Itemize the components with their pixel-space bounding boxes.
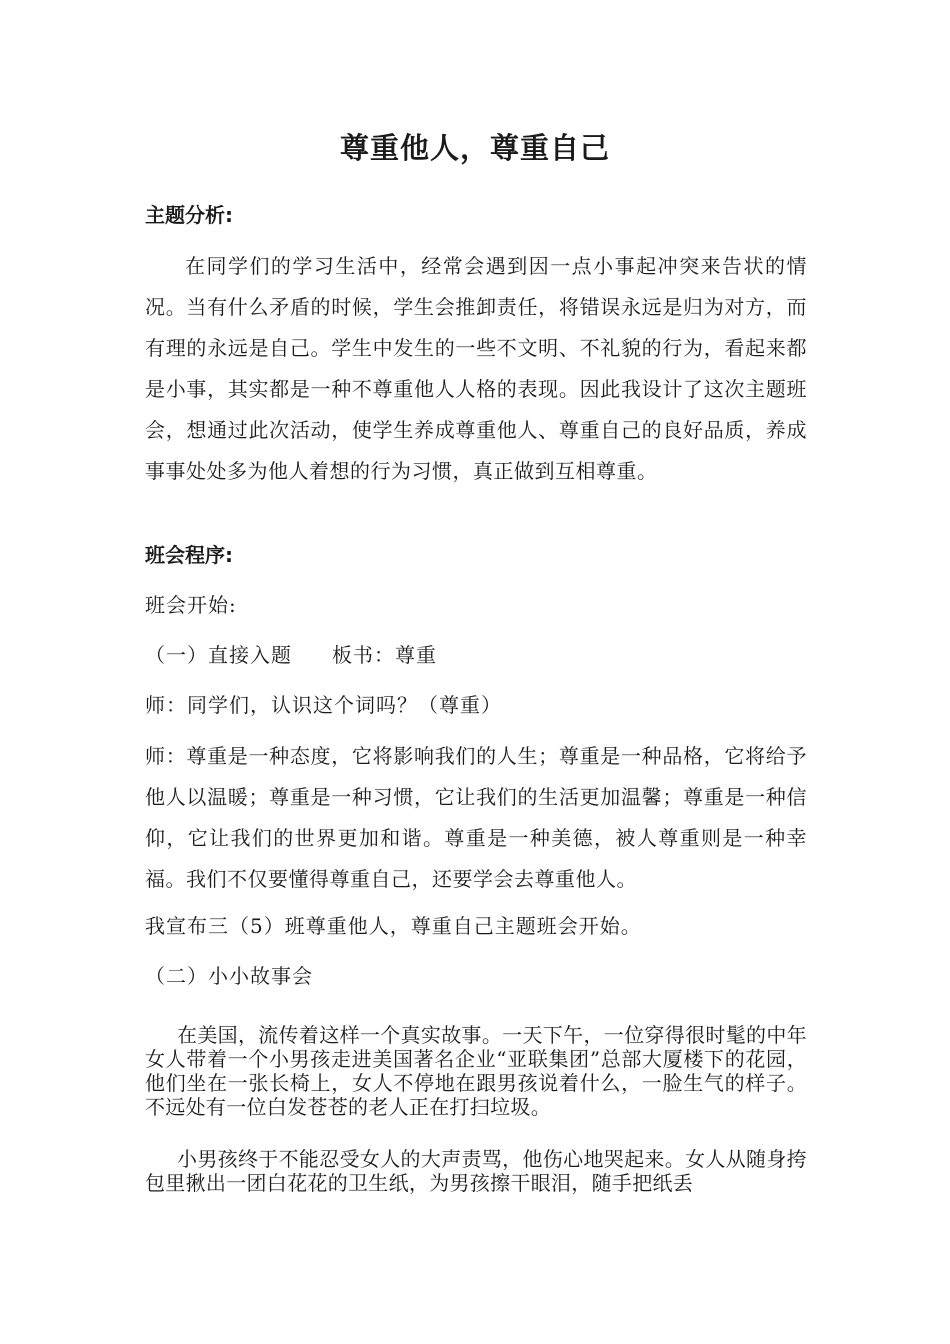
theme-paragraph-block [145,246,807,492]
teacher-speech-block [145,736,807,900]
step1-block [145,640,807,670]
step1-line [145,640,807,670]
story-paragraph-2: 小男孩终于不能忍受女人的大声责骂，他伤心地哭起来。女人从随身挎包里揪出一团白花花的卫生纸，为男孩擦干眼泪，随手把纸丢 [145,1147,807,1195]
section-heading-theme: 主题分析: [145,203,233,227]
theme-paragraph: 在同学们的学习生活中，经常会遇到因一点小事起冲突来告状的情况。当有什么矛盾的时候，学生会推卸责任，将错误永远是归为对方，而有理的永远是自己。学生中发生的一些不文明、不礼貌的行为，看起来都是小事，其实都是一种不尊重他人人格的表现。因此我设计了这次主题班会，想通过此次活动，使学生养成尊重他人、尊重自己的良好品质，养成事事处处多为他人着想的行为习惯，真正做到互相尊重。 [145,254,807,483]
teacher-question-block [145,690,807,720]
section-class-procedure [145,540,807,570]
procedure-start: 班会开始: [145,593,237,617]
section-theme-analysis [145,200,807,230]
page-title: 尊重他人，尊重自己 [339,131,610,165]
announce-block [145,911,807,941]
step1-board: 板书：尊重 [332,643,437,667]
teacher-question: 师：同学们，认识这个词吗？（尊重） [145,693,502,717]
story-paragraph-1: 在美国，流传着这样一个真实故事。一天下午，一位穿得很时髦的中年女人带着一个小男孩走进美国著名企业“亚联集团”总部大厦楼下的花园，他们坐在一张长椅上，女人不停地在跟男孩说着什么，一脸生气的样子。不远处有一位白发苍苍的老人正在打扫垃圾。 [145,1023,807,1119]
procedure-start-block [145,590,807,620]
step2-label: （二）小小故事会 [145,964,313,988]
step2-block [145,961,807,991]
step1-label: （一）直接入题 [145,643,292,667]
announce-line: 我宣布三（5）班尊重他人，尊重自己主题班会开始。 [145,914,642,938]
teacher-speech: 师：尊重是一种态度，它将影响我们的人生；尊重是一种品格，它将给予他人以温暖；尊重是一种习惯，它让我们的生活更加温馨；尊重是一种信仰，它让我们的世界更加和谐。尊重是一种美德，被人尊重则是一种幸福。我们不仅要懂得尊重自己，还要学会去尊重他人。 [145,744,807,891]
section-heading-procedure: 班会程序: [145,543,233,567]
